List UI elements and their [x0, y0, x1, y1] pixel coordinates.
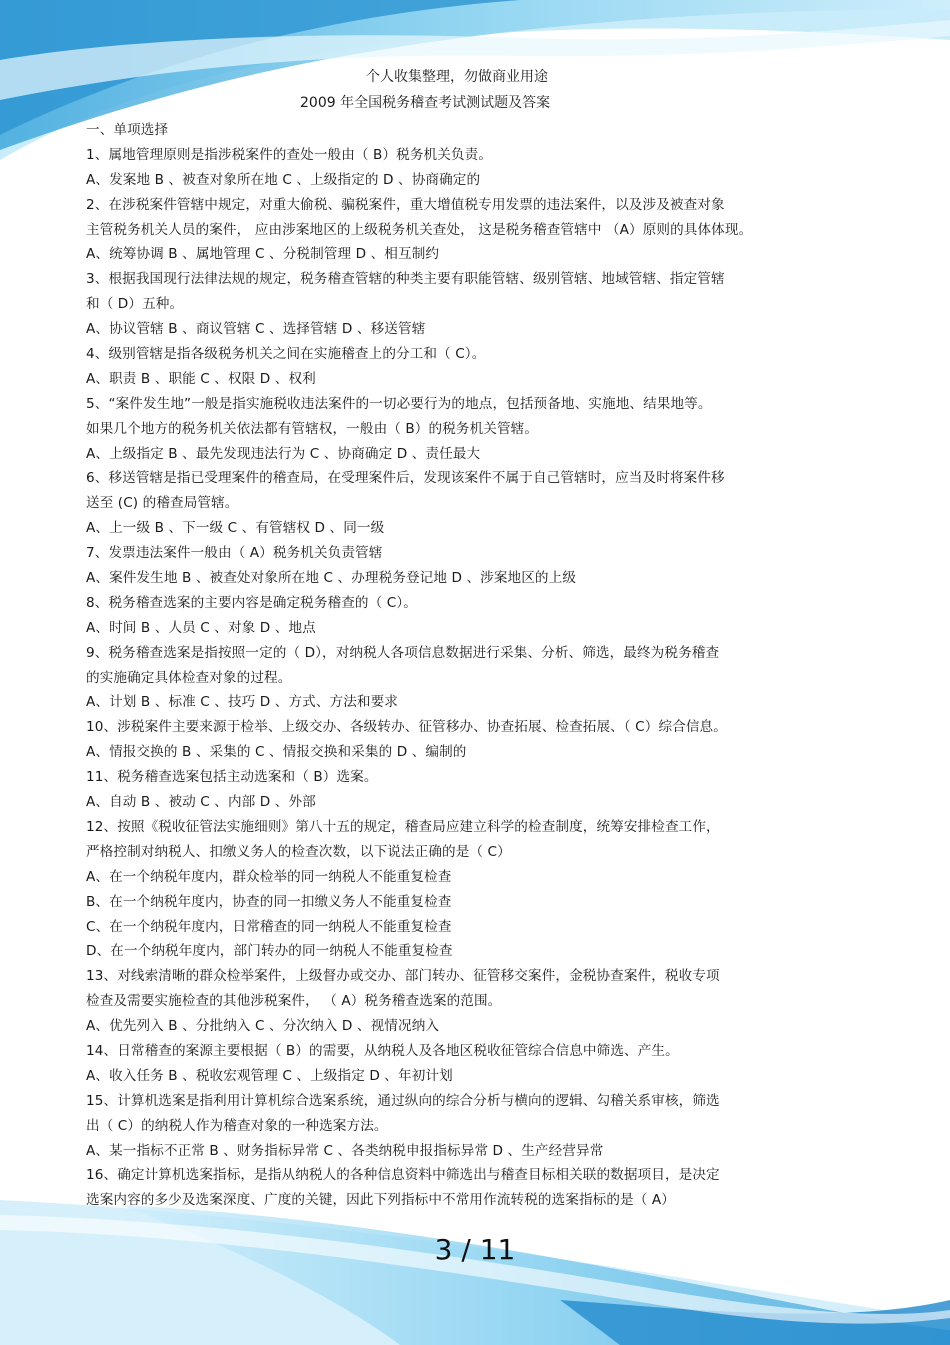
text-line: 11、税务稽查选案包括主动选案和（ B）选案。 [86, 769, 378, 786]
text-line: 出（ C）的纳税人作为稽查对象的一种选案方法。 [86, 1117, 388, 1134]
text-line: 6、移送管辖是指已受理案件的稽查局，在受理案件后，发现该案件不属于自己管辖时，应当及时将案件移 [86, 470, 725, 487]
text-line: A、统筹协调 B 、属地管理 C 、分税制管理 D 、相互制约 [86, 246, 440, 263]
text-line: 3、根据我国现行法律法规的规定，税务稽查管辖的种类主要有职能管辖、级别管辖、地域管辖、指定管辖 [86, 271, 725, 288]
text-line: 选案内容的多少及选案深度、广度的关键，因此下列指标中不常用作流转税的选案指标的是（ A） [86, 1192, 675, 1209]
page-number: 3 / 11 [434, 1233, 516, 1266]
text-line: 8、税务稽查选案的主要内容是确定税务稽查的（ C）。 [86, 594, 417, 611]
text-line: 2、在涉税案件管辖中规定，对重大偷税、骗税案件，重大增值税专用发票的违法案件，以及涉及被查对象 [86, 196, 725, 213]
text-line: A、发案地 B 、被查对象所在地 C 、上级指定的 D 、协商确定的 [86, 171, 481, 188]
text-line: 15、计算机选案是指利用计算机综合选案系统，通过纵向的综合分析与横向的逻辑、勾稽关系审核，筛选 [86, 1092, 720, 1109]
text-line: 的实施确定具体检查对象的过程。 [86, 669, 292, 686]
text-line: A、在一个纳税年度内，群众检举的同一纳税人不能重复检查 [86, 868, 452, 885]
text-line: A、优先列入 B 、分批纳入 C 、分次纳入 D 、视情况纳入 [86, 1018, 440, 1035]
text-line: 14、日常稽查的案源主要根据（ B）的需要，从纳税人及各地区税收征管综合信息中筛选、产生。 [86, 1042, 679, 1059]
text-line: A、上级指定 B 、最先发现违法行为 C 、协商确定 D 、责任最大 [86, 445, 481, 462]
text-line: 5、“案件发生地”一般是指实施税收违法案件的一切必要行为的地点，包括预备地、实施地、结果地等。 [86, 395, 712, 412]
text-line: 和（ D）五种。 [86, 296, 184, 313]
text-line: A、协议管辖 B 、商议管辖 C 、选择管辖 D 、移送管辖 [86, 321, 426, 338]
text-line: A、某一指标不正常 B 、财务指标异常 C 、各类纳税申报指标异常 D 、生产经营异常 [86, 1142, 604, 1159]
text-line: 送至 (C) 的稽查局管辖。 [86, 495, 239, 512]
text-line: A、时间 B 、人员 C 、对象 D 、地点 [86, 619, 316, 636]
text-line: 12、按照《税收征管法实施细则》第八十五的规定，稽查局应建立科学的检查制度，统筹安排检查工作， [86, 818, 720, 835]
text-line: 1、属地管理原则是指涉税案件的查处一般由（ B）税务机关负责。 [86, 146, 493, 163]
text-line: 9、税务稽查选案是指按照一定的（ D），对纳税人各项信息数据进行采集、分析、筛选，最终为税务稽查 [86, 644, 720, 661]
text-line: A、自动 B 、被动 C 、内部 D 、外部 [86, 794, 316, 811]
text-line: A、职责 B 、职能 C 、权限 D 、权利 [86, 370, 316, 387]
text-line: 7、发票违法案件一般由（ A）税务机关负责管辖 [86, 545, 383, 562]
text-line: 4、级别管辖是指各级税务机关之间在实施稽查上的分工和（ C）。 [86, 346, 486, 363]
text-line: C、在一个纳税年度内，日常稽查的同一纳税人不能重复检查 [86, 918, 452, 935]
text-line: A、案件发生地 B 、被查处对象所在地 C 、办理税务登记地 D 、涉案地区的上级 [86, 570, 577, 587]
text-line: 严格控制对纳税人、扣缴义务人的检查次数，以下说法正确的是（ C） [86, 843, 511, 860]
text-line: A、收入任务 B 、税收宏观管理 C 、上级指定 D 、年初计划 [86, 1067, 453, 1084]
document-title: 2009 年全国税务稽查考试测试题及答案 [300, 95, 551, 111]
document-body [86, 118, 866, 1213]
text-line: D、在一个纳税年度内，部门转办的同一纳税人不能重复检查 [86, 943, 453, 960]
text-line: 一、单项选择 [86, 122, 169, 138]
watermark-note: 个人收集整理，勿做商业用途 [366, 69, 548, 85]
text-line: 主管税务机关人员的案件， 应由涉案地区的上级税务机关查处， 这是税务稽查管辖中 （A）原则的具体体现。 [86, 221, 753, 238]
text-line: 如果几个地方的税务机关依法都有管辖权，一般由（ B）的税务机关管辖。 [86, 420, 539, 437]
text-line: A、计划 B 、标准 C 、技巧 D 、方式、方法和要求 [86, 694, 398, 711]
text-line: B、在一个纳税年度内，协查的同一扣缴义务人不能重复检查 [86, 893, 452, 910]
text-line: A、上一级 B 、下一级 C 、有管辖权 D 、同一级 [86, 520, 385, 537]
text-line: A、情报交换的 B 、采集的 C 、情报交换和采集的 D 、编制的 [86, 744, 467, 761]
text-line: 检查及需要实施检查的其他涉税案件， （ A）税务稽查选案的范围。 [86, 993, 502, 1010]
text-line: 10、涉税案件主要来源于检举、上级交办、各级转办、征管移办、协查拓展、检查拓展、（ C）综合信息。 [86, 719, 727, 736]
text-line: 16、确定计算机选案指标，是指从纳税人的各种信息资料中筛选出与稽查目标相关联的数据项目，是决定 [86, 1167, 720, 1184]
text-line: 13、对线索清晰的群众检举案件，上级督办或交办、部门转办、征管移交案件，金税协查案件，税收专项 [86, 968, 720, 985]
